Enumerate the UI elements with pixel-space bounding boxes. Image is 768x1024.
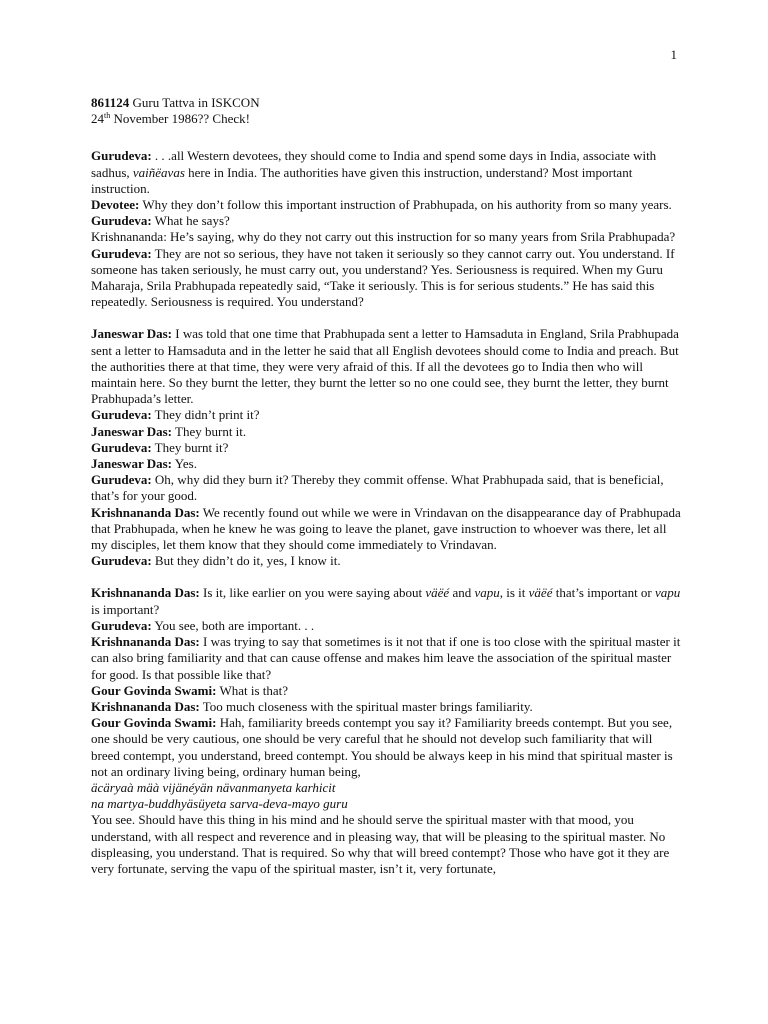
dialogue-text: . . .all Western devotees, they should come to India and spend some days in India, associate with sadhus,: [91, 148, 657, 180]
title-code: 861124: [91, 95, 130, 110]
speaker-name: Gurudeva:: [91, 472, 152, 488]
dialogue-line: [91, 197, 681, 213]
dialogue-text: Is it, like earlier on you were saying about: [199, 585, 426, 601]
verse-line: äcäryaà mäà vijänéyän nävanmanyeta karhicit: [91, 779, 336, 795]
document-title: [91, 95, 681, 111]
dialogue-line: [91, 683, 681, 699]
date-suffix: th: [104, 111, 111, 121]
speaker-name: Janeswar Das:: [91, 456, 173, 472]
speaker-name: Gour Govinda Swami:: [91, 682, 217, 698]
dialogue-text: They didn’t print it?: [151, 407, 260, 423]
spacer: [91, 569, 681, 585]
dialogue-line: [91, 618, 681, 634]
dialogue-line: [91, 326, 681, 407]
speaker-name: Devotee:: [91, 197, 140, 213]
dialogue-line: [91, 407, 681, 423]
dialogue-line: [91, 812, 681, 877]
dialogue-text: We recently found out while we were in Vrindavan on the disappearance day of Prabhupada that Prabhupada, when he knew he was going to leave the planet, gave instruction to whoever was there, let all my disciples, let them know that they should come immediately to Vrindavan.: [91, 504, 681, 553]
date-rest: November 1986?? Check!: [110, 111, 250, 127]
dialogue-line: [91, 585, 681, 617]
speaker-name: Krishnananda Das:: [91, 504, 200, 520]
dialogue-text: I was trying to say that sometimes is it not that if one is too close with the spiritual master it can also bring familiarity and that can cause offense and makes him leave the association of the spiritual master for good. Is that possible like that?: [91, 634, 681, 682]
dialogue-text: Why they don’t follow this important instruction of Prabhupada, on his authority from so many years.: [139, 197, 672, 213]
dialogue-text: here in India. The authorities have given this instruction, understand? Most important instruction.: [91, 164, 633, 196]
dialogue-text: that’s important or: [552, 585, 656, 601]
dialogue-text: Krishnananda: He’s saying, why do they not carry out this instruction for so many years from Srila Prabhupada?: [91, 229, 676, 245]
dialogue-line: [91, 456, 681, 472]
sanskrit-term: vapu: [474, 585, 500, 601]
dialogue-text: They burnt it.: [172, 423, 247, 439]
dialogue-text: What he says?: [151, 213, 230, 229]
document-body: [91, 95, 681, 877]
dialogue-line: [91, 440, 681, 456]
verse-line: na martya-buddhyäsüyeta sarva-deva-mayo guru: [91, 796, 348, 812]
dialogue-line: [91, 505, 681, 554]
speaker-name: Krishnananda Das:: [91, 585, 200, 601]
spacer: [91, 310, 681, 326]
sanskrit-term: väëé: [528, 585, 553, 601]
dialogue-text: and: [449, 585, 475, 601]
dialogue-text: is important?: [91, 601, 160, 617]
dialogue-line: [91, 229, 681, 245]
dialogue-text: They burnt it?: [151, 439, 229, 455]
dialogue-line: [91, 148, 681, 197]
speaker-name: Gurudeva:: [91, 148, 152, 164]
dialogue-text: , is it: [499, 585, 529, 601]
speaker-name: Krishnananda Das:: [91, 634, 200, 650]
speaker-name: Gurudeva:: [91, 553, 152, 569]
document-date: [91, 111, 681, 127]
dialogue-text: They are not so serious, they have not taken it seriously so they cannot carry out. You understand. If someone has taken seriously, he must carry out, you understand? Yes. Seriousness is required. When my Guru Maharaja, Srila Prabhupada repeatedly said, “Take it seriously. This is for serious students.” He has said this repeatedly. Seriousness is required. You understand?: [91, 245, 675, 310]
dialogue-text: Too much closeness with the spiritual master brings familiarity.: [199, 698, 533, 714]
date-day: 24: [91, 111, 104, 127]
speaker-name: Gurudeva:: [91, 407, 152, 423]
dialogue-line: [91, 715, 681, 780]
speaker-name: Gour Govinda Swami:: [91, 715, 217, 731]
dialogue-line: [91, 424, 681, 440]
dialogue-text: You see, both are important. . .: [151, 617, 315, 633]
sanskrit-term: vaiñëavas: [132, 164, 185, 180]
speaker-name: Krishnananda Das:: [91, 698, 200, 714]
dialogue-line: [91, 213, 681, 229]
dialogue-text: I was told that one time that Prabhupada sent a letter to Hamsaduta in England, Srila Prabhupada sent a letter to Hamsaduta and in the letter he said that all English devotees should come to India and preach. But the authorities there at that time, they were very afraid of this. If all the devotees go to India then who will maintain here. So they burnt the letter, they burnt the letter so no one could see, they burnt the letter, they burnt Prabhupada’s letter.: [91, 326, 679, 407]
spacer: [91, 127, 681, 148]
speaker-name: Janeswar Das:: [91, 423, 173, 439]
dialogue-line: [91, 246, 681, 311]
dialogue-line: [91, 472, 681, 504]
speaker-name: Gurudeva:: [91, 439, 152, 455]
sanskrit-term: vapu: [655, 585, 681, 601]
speaker-name: Gurudeva:: [91, 245, 152, 261]
page-number: 1: [670, 47, 677, 62]
dialogue-text: Yes.: [172, 456, 197, 472]
title-text: Guru Tattva in ISKCON: [129, 95, 260, 110]
dialogue-line: [91, 699, 681, 715]
dialogue-line: [91, 634, 681, 683]
dialogue-text: What is that?: [216, 682, 289, 698]
dialogue-text: You see. Should have this thing in his mind and he should serve the spiritual master with that mood, you understand, with all respect and reverence and in pleasing way, that will be pleasing to the spiritual master. No displeasing, you understand. That is required. So why that will breed contempt? Those who have got it they are very fortunate, serving the vapu of the spiritual master, isn’t it, very fortunate,: [91, 812, 670, 876]
dialogue-text: Oh, why did they burn it? Thereby they commit offense. What Prabhupada said, that is beneficial, that’s for your good.: [91, 472, 664, 504]
speaker-name: Gurudeva:: [91, 213, 152, 229]
dialogue-text: Hah, familiarity breeds contempt you say it? Familiarity breeds contempt. But you see, one should be very cautious, one should be very careful that he should not develop such familiarity that will breed contempt, you understand, breed contempt. You should be always keep in his mind that spiritual master is not an ordinary living being, ordinary human being,: [91, 715, 673, 779]
dialogue-text: But they didn’t do it, yes, I know it.: [151, 553, 341, 569]
dialogue-line: [91, 553, 681, 569]
sanskrit-term: väëé: [425, 585, 450, 601]
speaker-name: Gurudeva:: [91, 617, 152, 633]
speaker-name: Janeswar Das:: [91, 326, 173, 342]
